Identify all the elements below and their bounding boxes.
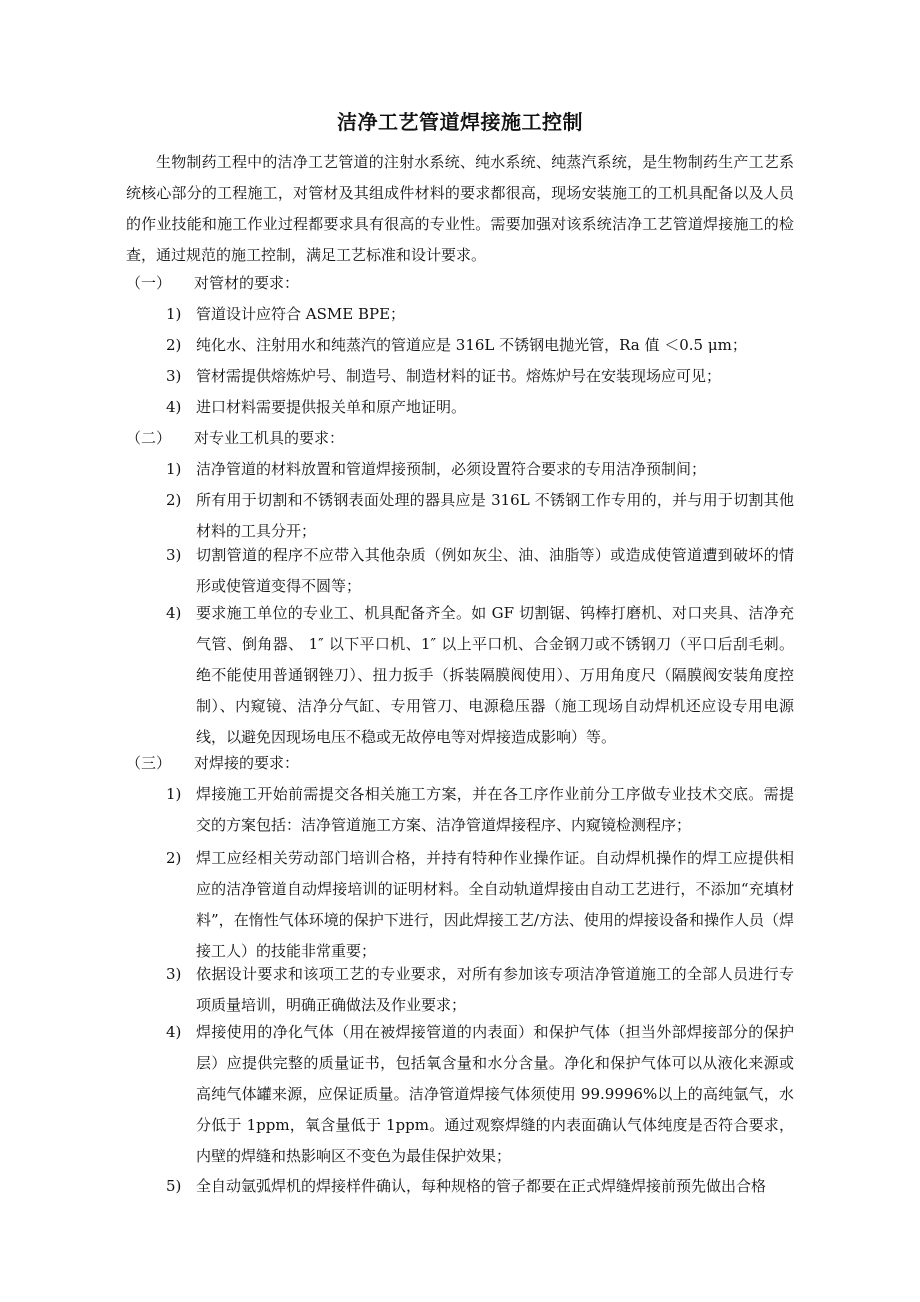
list-item	[166, 540, 794, 602]
list-item-text: 管道设计应符合 ASME BPE；	[196, 305, 406, 323]
list-item	[166, 361, 794, 392]
list-item	[166, 392, 794, 423]
list-item	[166, 330, 794, 361]
list-item-number: 4)	[166, 604, 182, 622]
list-item-number: 3)	[166, 367, 182, 385]
list-item-number: 4)	[166, 398, 182, 416]
list-item-text: 管材需提供熔炼炉号、制造号、制造材料的证书。熔炼炉号在安装现场应可见；	[196, 367, 722, 385]
list-item-text: 切割管道的程序不应带入其他杂质（例如灰尘、油、油脂等）或造成使管道遭到破坏的情形或使管道变得不圆等；	[196, 546, 794, 595]
list-item-number: 1)	[166, 305, 182, 323]
list-item-number: 1)	[166, 460, 182, 478]
section-1-heading	[126, 268, 299, 299]
list-item	[166, 779, 794, 841]
section-number: （一）	[126, 274, 172, 292]
section-number: （二）	[126, 429, 172, 447]
list-item-text: 焊接施工开始前需提交各相关施工方案，并在各工序作业前分工序做专业技术交底。需提交的方案包括：洁净管道施工方案、洁净管道焊接程序、内窥镜检测程序；	[196, 785, 794, 834]
list-item-text: 洁净管道的材料放置和管道焊接预制，必须设置符合要求的专用洁净预制间；	[196, 460, 707, 478]
list-item-text: 纯化水、注射用水和纯蒸汽的管道应是 316L 不锈钢电抛光管，Ra 值 ＜0.5 μm；	[196, 336, 747, 354]
list-item-text: 全自动氩弧焊机的焊接样件确认，每种规格的管子都要在正式焊缝焊接前预先做出合格	[196, 1177, 767, 1195]
list-item-number: 5)	[166, 1177, 182, 1195]
list-item	[166, 1017, 794, 1172]
list-item	[166, 1171, 794, 1202]
list-item-text: 焊工应经相关劳动部门培训合格，并持有特种作业操作证。自动焊机操作的焊工应提供相应的洁净管道自动焊接培训的证明材料。全自动轨道焊接由自动工艺进行，不添加“充填材料”，在惰性气体环境的保护下进行，因此焊接工艺/方法、使用的焊接设备和操作人员（焊接工人）的技能非常重要；	[196, 849, 794, 960]
section-title: 对焊接的要求：	[194, 754, 300, 772]
list-item-number: 3)	[166, 965, 182, 983]
document-title: 洁净工艺管道焊接施工控制	[337, 110, 583, 134]
list-item	[166, 485, 794, 547]
list-item-text: 焊接使用的净化气体（用在被焊接管道的内表面）和保护气体（担当外部焊接部分的保护层）应提供完整的质量证书，包括氧含量和水分含量。净化和保护气体可以从液化来源或高纯气体罐来源，应保证质量。洁净管道焊接气体须使用 99.9996%以上的高纯氩气，水分低于 1ppm，氧含量低于 1ppm。通过观察焊缝的内表面确认气体纯度是否符合要求，内壁的焊缝和热影响区不变色为最佳保护效果；	[196, 1023, 794, 1165]
section-title: 对管材的要求：	[194, 274, 300, 292]
list-item-text: 进口材料需要提供报关单和原产地证明。	[196, 398, 467, 416]
section-2-heading	[126, 423, 344, 454]
list-item	[166, 598, 794, 753]
list-item	[166, 843, 794, 967]
section-title: 对专业工机具的要求：	[194, 429, 345, 447]
list-item	[166, 454, 794, 485]
list-item-number: 2)	[166, 491, 182, 509]
list-item-text: 依据设计要求和该项工艺的专业要求，对所有参加该专项洁净管道施工的全部人员进行专项质量培训，明确正确做法及作业要求；	[196, 965, 794, 1014]
intro-paragraph: 生物制药工程中的洁净工艺管道的注射水系统、纯水系统、纯蒸汽系统，是生物制药生产工艺系统核心部分的工程施工，对管材及其组成件材料的要求都很高，现场安装施工的工机具配备以及人员的作业技能和施工作业过程都要求具有很高的专业性。需要加强对该系统洁净工艺管道焊接施工的检查，通过规范的施工控制，满足工艺标准和设计要求。	[126, 153, 794, 264]
list-item	[166, 959, 794, 1021]
section-number: （三）	[126, 754, 172, 772]
list-item-text: 所有用于切割和不锈钢表面处理的器具应是 316L 不锈钢工作专用的，并与用于切割其他材料的工具分开；	[196, 491, 794, 540]
list-item-number: 2)	[166, 336, 182, 354]
list-item-text: 要求施工单位的专业工、机具配备齐全。如 GF 切割锯、钨棒打磨机、对口夹具、洁净充气管、倒角器、 1″ 以下平口机、1″ 以上平口机、合金钢刀或不锈钢刀（平口后刮毛刺。绝不能使用普通钢锉刀）、扭力扳手（拆装隔膜阀使用）、万用角度尺（隔膜阀安装角度控制）、内窥镜、洁净分气缸、专用管刀、电源稳压器（施工现场自动焊机还应设专用电源线，以避免因现场电压不稳或无故停电等对焊接造成影响）等。	[196, 604, 794, 746]
list-item-number: 3)	[166, 546, 182, 564]
list-item	[166, 299, 794, 330]
section-3-heading	[126, 748, 299, 779]
list-item-number: 1)	[166, 785, 182, 803]
list-item-number: 2)	[166, 849, 182, 867]
list-item-number: 4)	[166, 1023, 182, 1041]
